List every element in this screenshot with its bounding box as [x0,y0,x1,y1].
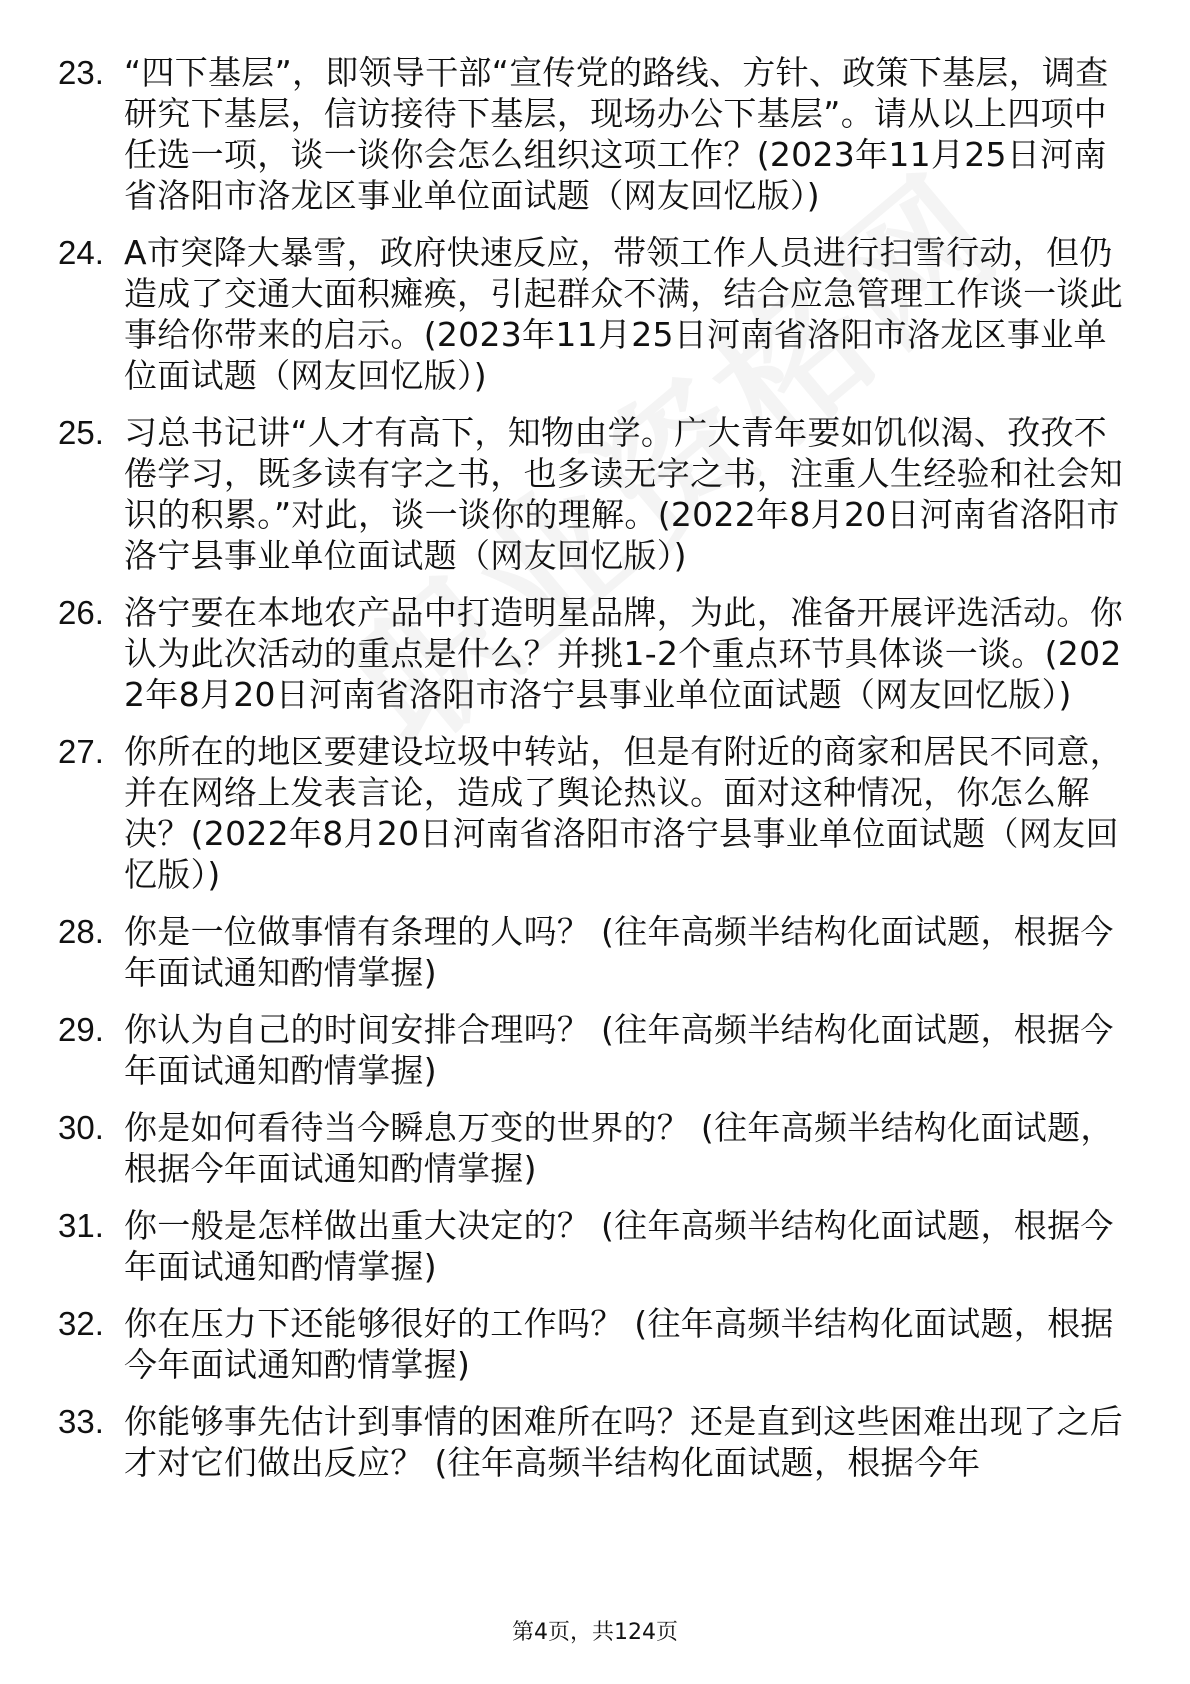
question-number: 27. [58,733,104,770]
question-text: 你在压力下还能够很好的工作吗？ (往年高频半结构化面试题，根据今年面试通知酌情掌握) [124,1304,1114,1384]
question-text: A市突降大暴雪，政府快速反应，带领工作人员进行扫雪行动，但仍造成了交通大面积瘫痪，引起群众不满，结合应急管理工作谈一谈此事给你带来的启示。(2023年11月25日河南省洛阳市洛龙区事业单位面试题（网友回忆版）) [124,233,1123,395]
question-number: 29. [58,1011,104,1048]
question-text: 你所在的地区要建设垃圾中转站，但是有附近的商家和居民不同意，并在网络上发表言论，造成了舆论热议。面对这种情况，你怎么解决？(2022年8月20日河南省洛阳市洛宁县事业单位面试题（网友回忆版）) [124,732,1123,894]
list-item [58,232,1138,396]
question-text: 你能够事先估计到事情的困难所在吗？还是直到这些困难出现了之后才对它们做出反应？ (往年高频半结构化面试题，根据今年 [124,1402,1123,1482]
question-list [58,52,1138,1499]
question-text: 习总书记讲“人才有高下，知物由学。广大青年要如饥似渴、孜孜不倦学习，既多读有字之书，也多读无字之书，注重人生经验和社会知识的积累。”对此，谈一谈你的理解。(2022年8月20日河南省洛阳市洛宁县事业单位面试题（网友回忆版）) [124,413,1123,575]
question-number: 23. [58,54,104,91]
question-text: 你是一位做事情有条理的人吗？ (往年高频半结构化面试题，根据今年面试通知酌情掌握) [124,912,1114,992]
question-number: 31. [58,1207,104,1244]
list-item [58,1401,1138,1483]
list-item [58,412,1138,576]
list-item [58,1107,1138,1189]
question-number: 24. [58,234,104,271]
list-item [58,731,1138,895]
question-text: 你是如何看待当今瞬息万变的世界的？ (往年高频半结构化面试题，根据今年面试通知酌情掌握) [124,1108,1114,1188]
question-text: 你一般是怎样做出重大决定的？ (往年高频半结构化面试题，根据今年面试通知酌情掌握) [124,1206,1114,1286]
question-text: 洛宁要在本地农产品中打造明星品牌，为此，准备开展评选活动。你认为此次活动的重点是什么？并挑1-2个重点环节具体谈一谈。(2022年8月20日河南省洛阳市洛宁县事业单位面试题（网友回忆版）) [124,593,1123,714]
question-number: 33. [58,1403,104,1440]
question-number: 28. [58,913,104,950]
list-item [58,592,1138,715]
question-number: 32. [58,1305,104,1342]
question-text: 你认为自己的时间安排合理吗？ (往年高频半结构化面试题，根据今年面试通知酌情掌握) [124,1010,1114,1090]
question-number: 26. [58,594,104,631]
question-text: “四下基层”，即领导干部“宣传党的路线、方针、政策下基层，调查研究下基层，信访接待下基层，现场办公下基层”。请从以上四项中任选一项，谈一谈你会怎么组织这项工作？(2023年11月25日河南省洛阳市洛龙区事业单位面试题（网友回忆版）) [124,53,1109,215]
question-number: 30. [58,1109,104,1146]
list-item [58,52,1138,216]
question-number: 25. [58,414,104,451]
list-item [58,1205,1138,1287]
list-item [58,1009,1138,1091]
page-number-footer: 第4页，共124页 [512,1620,678,1645]
list-item [58,911,1138,993]
list-item [58,1303,1138,1385]
